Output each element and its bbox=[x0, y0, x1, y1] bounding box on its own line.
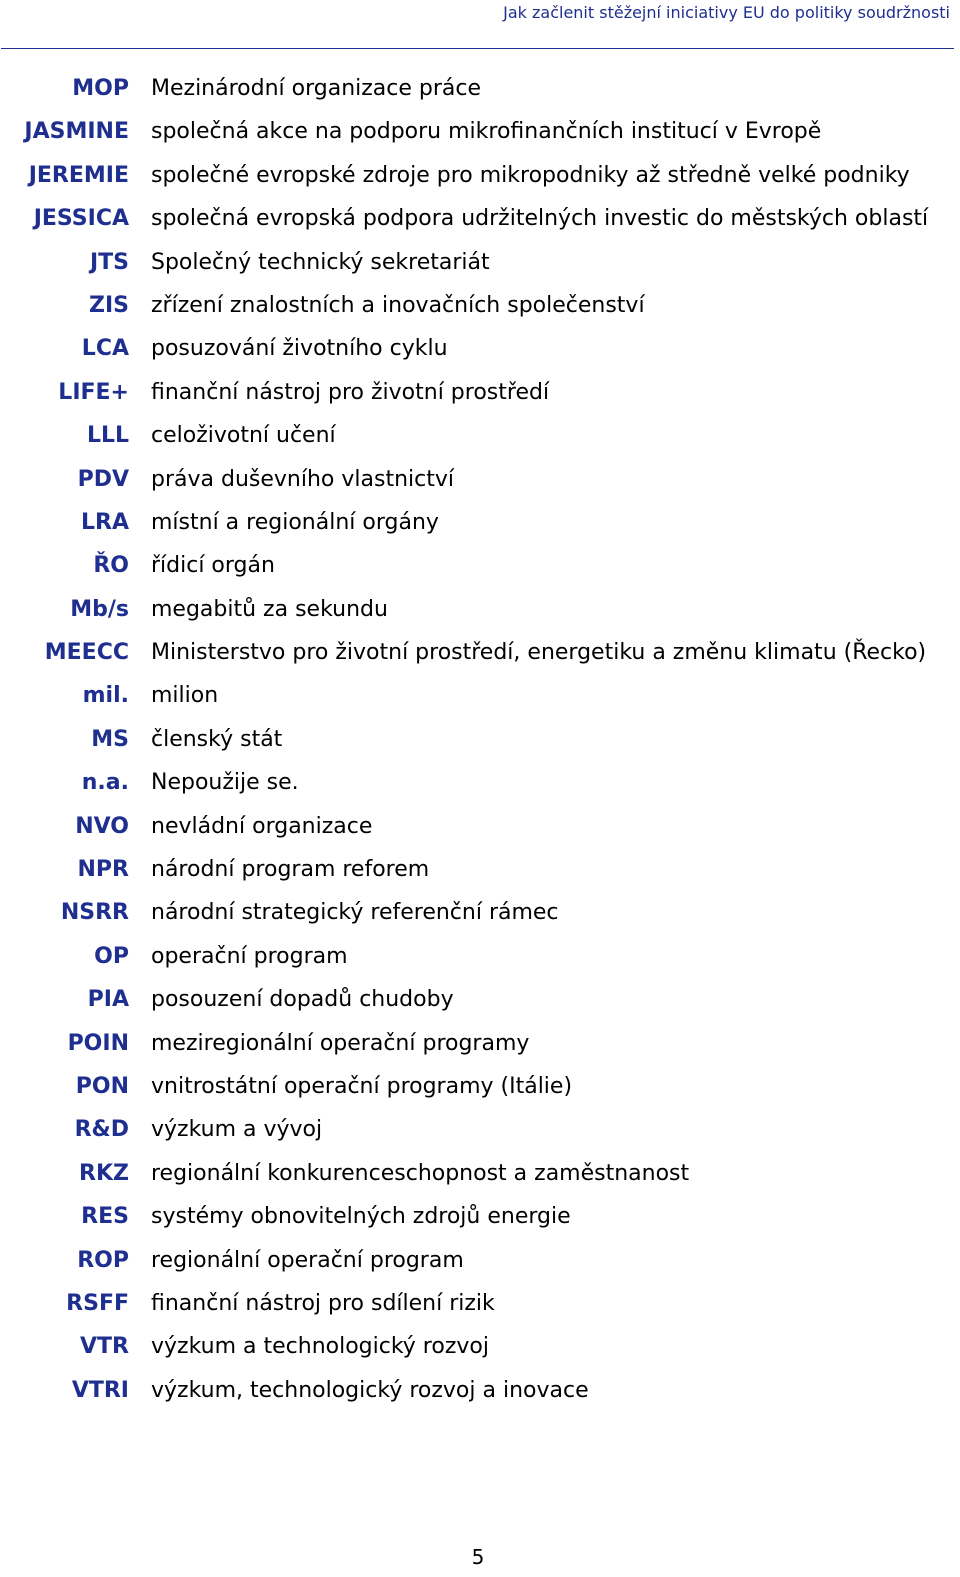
running-header: Jak začlenit stěžejní iniciativy EU do politiky soudržnosti bbox=[503, 3, 950, 22]
glossary-row bbox=[0, 508, 960, 551]
abbreviation-term: JASMINE bbox=[24, 119, 129, 145]
abbreviation-definition: systémy obnovitelných zdrojů energie bbox=[151, 1204, 571, 1230]
glossary-row bbox=[0, 768, 960, 811]
abbreviation-glossary bbox=[0, 74, 960, 1419]
abbreviation-definition: členský stát bbox=[151, 726, 283, 752]
abbreviation-definition: meziregionální operační programy bbox=[151, 1030, 530, 1056]
abbreviation-definition: zřízení znalostních a inovačních společenství bbox=[151, 292, 645, 318]
glossary-row bbox=[0, 74, 960, 117]
abbreviation-term: ROP bbox=[77, 1247, 129, 1273]
abbreviation-term: PDV bbox=[77, 466, 129, 492]
glossary-row bbox=[0, 1376, 960, 1419]
glossary-row bbox=[0, 334, 960, 377]
glossary-row bbox=[0, 204, 960, 247]
abbreviation-definition: finanční nástroj pro životní prostředí bbox=[151, 379, 550, 405]
abbreviation-definition: práva duševního vlastnictví bbox=[151, 466, 454, 492]
abbreviation-definition: Mezinárodní organizace práce bbox=[151, 76, 482, 101]
abbreviation-term: MOP bbox=[72, 76, 129, 101]
abbreviation-definition: výzkum a technologický rozvoj bbox=[151, 1334, 489, 1360]
abbreviation-term: POIN bbox=[67, 1030, 129, 1056]
abbreviation-term: Mb/s bbox=[70, 596, 129, 622]
header-divider bbox=[1, 48, 954, 49]
glossary-row bbox=[0, 421, 960, 464]
glossary-row bbox=[0, 1332, 960, 1375]
abbreviation-definition: celoživotní učení bbox=[151, 423, 336, 449]
abbreviation-definition: výzkum a vývoj bbox=[151, 1117, 323, 1143]
abbreviation-term: VTR bbox=[80, 1334, 129, 1360]
glossary-row bbox=[0, 248, 960, 291]
glossary-row bbox=[0, 161, 960, 204]
abbreviation-term: MS bbox=[91, 726, 129, 752]
abbreviation-definition: řídicí orgán bbox=[151, 553, 275, 579]
glossary-row bbox=[0, 638, 960, 681]
abbreviation-term: NPR bbox=[77, 857, 129, 883]
glossary-row bbox=[0, 1289, 960, 1332]
abbreviation-term: RSFF bbox=[66, 1290, 129, 1316]
glossary-row bbox=[0, 1246, 960, 1289]
glossary-row bbox=[0, 985, 960, 1028]
glossary-row bbox=[0, 1159, 960, 1202]
glossary-row bbox=[0, 1072, 960, 1115]
abbreviation-term: JEREMIE bbox=[28, 162, 129, 188]
glossary-row bbox=[0, 291, 960, 334]
glossary-row bbox=[0, 378, 960, 421]
abbreviation-definition: operační program bbox=[151, 943, 348, 969]
glossary-row bbox=[0, 855, 960, 898]
glossary-row bbox=[0, 117, 960, 160]
glossary-row bbox=[0, 898, 960, 941]
page-number: 5 bbox=[471, 1545, 485, 1569]
abbreviation-term: PON bbox=[75, 1073, 129, 1099]
glossary-row bbox=[0, 465, 960, 508]
abbreviation-definition: místní a regionální orgány bbox=[151, 509, 439, 535]
abbreviation-term: mil. bbox=[82, 683, 129, 709]
abbreviation-term: MEECC bbox=[44, 640, 129, 666]
abbreviation-definition: Nepoužije se. bbox=[151, 770, 299, 796]
abbreviation-definition: společná evropská podpora udržitelných investic do městských oblastí bbox=[151, 206, 929, 232]
abbreviation-term: VTRI bbox=[71, 1377, 129, 1403]
abbreviation-term: RES bbox=[81, 1204, 129, 1230]
abbreviation-term: ŘO bbox=[93, 553, 129, 579]
abbreviation-definition: megabitů za sekundu bbox=[151, 596, 388, 622]
abbreviation-term: NSRR bbox=[60, 900, 129, 926]
abbreviation-term: LIFE+ bbox=[58, 379, 129, 405]
abbreviation-definition: regionální operační program bbox=[151, 1247, 464, 1273]
abbreviation-definition: regionální konkurenceschopnost a zaměstnanost bbox=[151, 1160, 690, 1186]
abbreviation-definition: společné evropské zdroje pro mikropodniky až středně velké podniky bbox=[151, 162, 910, 188]
abbreviation-definition: národní program reforem bbox=[151, 857, 430, 883]
abbreviation-term: LRA bbox=[81, 509, 129, 535]
abbreviation-term: ZIS bbox=[89, 292, 129, 318]
abbreviation-definition: posuzování životního cyklu bbox=[151, 336, 448, 362]
abbreviation-term: LCA bbox=[81, 336, 129, 362]
abbreviation-definition: národní strategický referenční rámec bbox=[151, 900, 559, 926]
glossary-row bbox=[0, 725, 960, 768]
abbreviation-term: RKZ bbox=[79, 1160, 129, 1186]
abbreviation-definition: posouzení dopadů chudoby bbox=[151, 987, 454, 1013]
abbreviation-definition: vnitrostátní operační programy (Itálie) bbox=[151, 1073, 573, 1099]
abbreviation-term: n.a. bbox=[81, 770, 129, 796]
abbreviation-term: NVO bbox=[75, 813, 129, 839]
abbreviation-term: R&D bbox=[74, 1117, 129, 1143]
abbreviation-term: JTS bbox=[89, 249, 129, 275]
glossary-row bbox=[0, 812, 960, 855]
glossary-row bbox=[0, 1115, 960, 1158]
glossary-row bbox=[0, 681, 960, 724]
glossary-row bbox=[0, 1029, 960, 1072]
glossary-row bbox=[0, 551, 960, 594]
abbreviation-term: PIA bbox=[87, 987, 129, 1013]
abbreviation-definition: Ministerstvo pro životní prostředí, energetiku a změnu klimatu (Řecko) bbox=[151, 640, 927, 666]
abbreviation-definition: Společný technický sekretariát bbox=[151, 249, 490, 275]
abbreviation-definition: milion bbox=[151, 683, 219, 709]
abbreviation-definition: nevládní organizace bbox=[151, 813, 373, 839]
abbreviation-term: LLL bbox=[86, 423, 129, 449]
glossary-row bbox=[0, 942, 960, 985]
abbreviation-definition: společná akce na podporu mikrofinančních institucí v Evropě bbox=[151, 119, 822, 145]
abbreviation-term: JESSICA bbox=[33, 206, 129, 232]
abbreviation-definition: výzkum, technologický rozvoj a inovace bbox=[151, 1377, 589, 1403]
glossary-row bbox=[0, 1202, 960, 1245]
glossary-row bbox=[0, 595, 960, 638]
abbreviation-definition: finanční nástroj pro sdílení rizik bbox=[151, 1290, 495, 1316]
abbreviation-term: OP bbox=[94, 943, 129, 969]
